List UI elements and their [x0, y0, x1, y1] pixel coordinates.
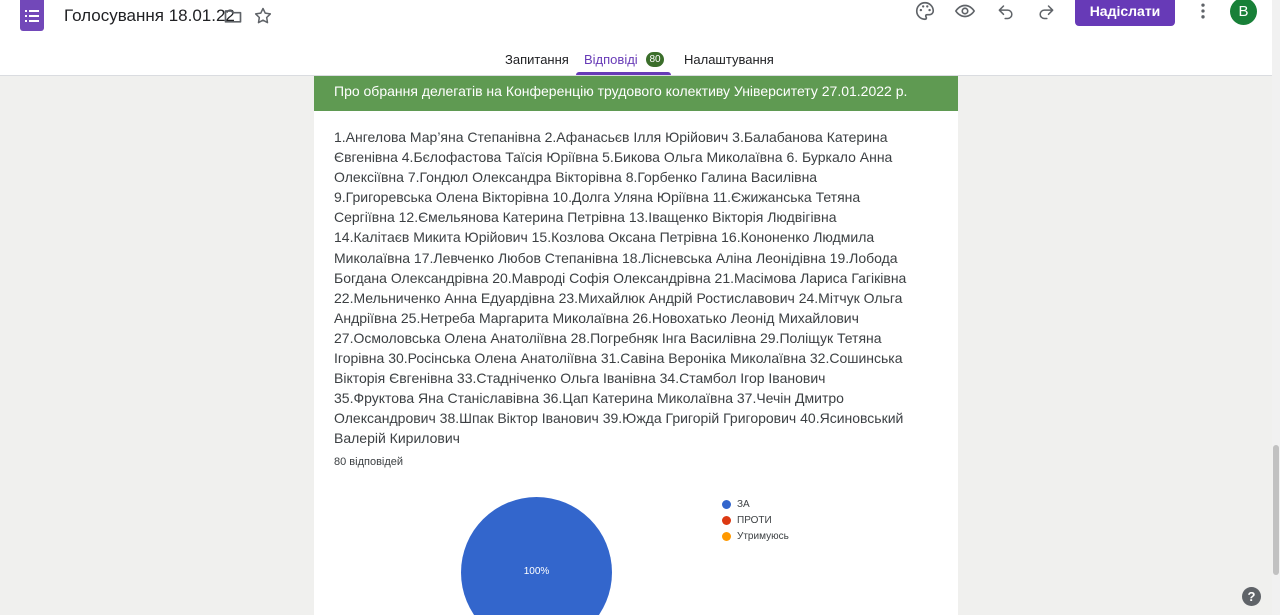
folder-icon[interactable] [219, 2, 247, 30]
avatar[interactable]: В [1230, 0, 1257, 25]
help-icon[interactable]: ? [1242, 587, 1261, 606]
response-count: 80 відповідей [334, 456, 404, 468]
scrollbar[interactable] [1272, 0, 1280, 615]
undo-icon[interactable] [992, 0, 1020, 25]
redo-icon[interactable] [1032, 0, 1060, 25]
legend-item-abstain[interactable] [722, 528, 789, 544]
question-summary-card [314, 76, 958, 615]
top-bar [0, 0, 1280, 76]
legend-dot-icon [722, 532, 731, 541]
scrollbar-thumb[interactable] [1273, 445, 1279, 575]
active-tab-indicator [576, 72, 671, 75]
forms-logo-icon[interactable] [20, 0, 44, 31]
form-title[interactable]: Голосування 18.01.22 [64, 6, 235, 25]
send-button[interactable]: Надіслати [1075, 0, 1175, 26]
tab-responses[interactable]: Відповіді [584, 52, 638, 67]
eye-icon[interactable] [951, 0, 979, 25]
tab-questions[interactable]: Запитання [505, 52, 569, 67]
pie-slice-label: 100% [523, 566, 550, 577]
tabs-bar [0, 48, 1280, 76]
legend-label: ПРОТИ [737, 514, 772, 526]
question-text: 1.Ангелова Мар’яна Степанівна 2.Афанасьєв Ілля Юрійович 3.Балабанова Катерина Євгенівна 4.Бєлофастова Таїсія Юріївна 5.Бикова Ольга Миколаївна 6. Буркало Анна Олексіївна 7.Гондюл Олександра Вікторівна 8.Горбенко Галина Василівна 9.Григоревська Олена Вікторівна 10.Долга Уляна Юріївна 11.Єжижанська Тетяна Сергіївна 12.Ємельянова Катерина Петрівна 13.Іващенко Вікторія Людвігівна 14.Калітаєв Микита Юрійович 15.Козлова Оксана Петрівна 16.Кононенко Людмила Миколаївна 17.Левченко Любов Степанівна 18.Лісневська Аліна Леонідівна 19.Лобода Богдана Олександрівна 20.Мавроді Софія Олександрівна 21.Масімова Лариса Гагіківна 22.Мельниченко Анна Едуардівна 23.Михайлюк Андрій Ростиславович 24.Мітчук Ольга Андріївна 25.Нетреба Маргарита Миколаївна 26.Новохатько Леонід Михайлович 27.Осмоловська Олена Анатоліївна 28.Погребняк Інга Василівна 29.Поліщук Тетяна Ігорівна 30.Росінська Олена Анатоліївна 31.Савіна Вероніка Миколаївна 32.Сошинська Вікторія Євгенівна 33.Стадніченко Ольга Іванівна 34.Стамбол Ігор Іванович 35.Фруктова Яна Станіславівна 36.Цап Катерина Миколаївна 37.Чечін Дмитро Олександрович 38.Шпак Віктор Іванович 39.Южда Григорій Григорович 40.Ясиновський Валерій Кирилович [334, 129, 907, 447]
more-vert-icon[interactable] [1189, 0, 1217, 25]
star-icon[interactable] [249, 2, 277, 30]
tab-settings[interactable]: Налаштування [684, 52, 774, 67]
legend-label: ЗА [737, 498, 750, 510]
legend-dot-icon [722, 500, 731, 509]
responses-count-badge: 80 [646, 52, 664, 67]
legend-dot-icon [722, 516, 731, 525]
pie-chart[interactable] [461, 497, 612, 615]
section-title: Про обрання делегатів на Конференцію трудового колективу Університету 27.01.2022 р. [334, 83, 908, 99]
chart-legend [722, 496, 789, 544]
palette-icon[interactable] [911, 0, 939, 25]
card-header [314, 76, 958, 111]
legend-item-against[interactable] [722, 512, 789, 528]
legend-item-for[interactable] [722, 496, 789, 512]
legend-label: Утримуюсь [737, 530, 789, 542]
